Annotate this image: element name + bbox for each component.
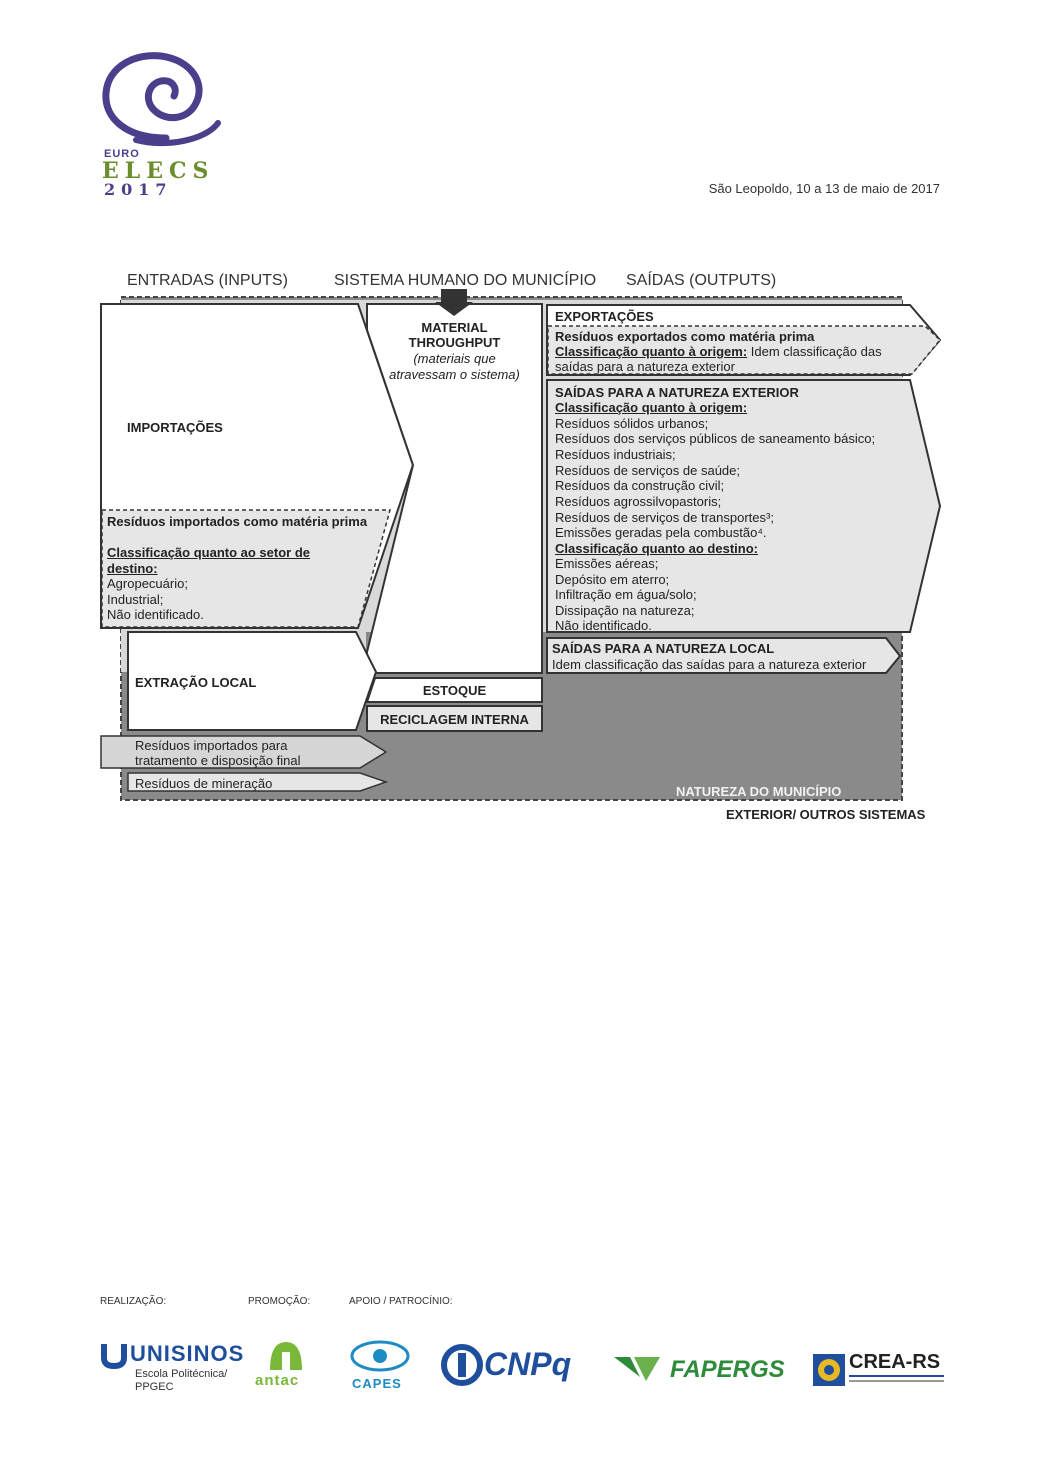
saidas-local-label: SAÍDAS PARA A NATUREZA LOCAL (552, 641, 775, 656)
antac-logo-icon (266, 1338, 306, 1372)
setor-item: Industrial; (107, 592, 164, 607)
cnpq-logo-icon (440, 1343, 484, 1387)
fapergs-logo-icon (612, 1355, 662, 1383)
crea-name: CREA-RS (849, 1351, 941, 1373)
realizacao-label: REALIZAÇÃO: (100, 1296, 167, 1307)
logo-elecs-text: ELECS (102, 158, 215, 184)
unisinos-name: UNISINOS (130, 1341, 245, 1366)
material-desc-1: (materiais que (413, 351, 496, 366)
origem-item: Resíduos agrossilvopastoris; (555, 494, 722, 509)
unisinos-sub-2: PPGEC (135, 1381, 174, 1393)
capes-name: CAPES (352, 1376, 402, 1391)
fapergs-name: FAPERGS (670, 1356, 785, 1383)
outputs-heading: SAÍDAS (OUTPUTS) (626, 272, 777, 289)
apoio-label: APOIO / PATROCÍNIO: (349, 1296, 453, 1307)
material-title-2: THROUGHPUT (408, 335, 501, 350)
capes-logo-icon (350, 1336, 410, 1376)
exp-class-line-2: saídas para a natureza exterior (555, 359, 735, 374)
estoque-label: ESTOQUE (422, 683, 487, 698)
importacoes-label: IMPORTAÇÕES (127, 420, 223, 435)
origem-item: Resíduos de serviços de saúde; (555, 463, 740, 478)
mining-waste-label: Resíduos de mineração (135, 776, 273, 791)
saidas-exterior-label: SAÍDAS PARA A NATUREZA EXTERIOR (555, 385, 799, 400)
destino-item: Emissões aéreas; (555, 556, 659, 571)
logo-year-text: 2017 (104, 180, 173, 199)
destino-item: Dissipação na natureza; (555, 603, 695, 618)
origem-item: Resíduos dos serviços públicos de saneamento básico; (555, 431, 876, 446)
unisinos-logo-icon (100, 1340, 130, 1370)
saidas-local-desc: Idem classificação das saídas para a natureza exterior (552, 657, 867, 672)
exp-class-rest: Idem classificação das (747, 344, 882, 359)
imported-raw-material-label: Resíduos importados como matéria prima (107, 514, 368, 529)
destino-heading: Classificação quanto ao destino: (555, 541, 758, 556)
setor-item: Agropecuário; (107, 576, 188, 591)
crea-divider-2 (849, 1380, 944, 1382)
origem-item: Resíduos sólidos urbanos; (555, 416, 709, 431)
origem-item: Resíduos da construção civil; (555, 478, 725, 493)
setor-destino-heading-2: destino: (107, 561, 158, 576)
origem-item: Emissões geradas pela combustão⁴. (555, 525, 767, 540)
unisinos-sub-1: Escola Politécnica/ (135, 1368, 228, 1380)
logo-euro-text: EURO (104, 148, 140, 160)
cnpq-name: CNPq (484, 1346, 572, 1382)
event-date: São Leopoldo, 10 a 13 de maio de 2017 (708, 181, 940, 196)
material-desc-2: atravessam o sistema) (389, 367, 520, 382)
exp-class-heading: Classificação quanto à origem: (555, 344, 748, 359)
exp-class-line (555, 344, 882, 360)
antac-name: antac (255, 1372, 300, 1389)
origem-item: Resíduos de serviços de transportes³; (555, 510, 774, 525)
system-heading: SISTEMA HUMANO DO MUNICÍPIO (334, 272, 597, 289)
destino-item: Infiltração em água/solo; (555, 587, 697, 602)
inputs-heading: ENTRADAS (INPUTS) (127, 272, 288, 289)
imported-treatment-label-1: Resíduos importados para (135, 738, 288, 753)
setor-destino-heading-1: Classificação quanto ao setor de (107, 545, 311, 560)
imported-treatment-label-2: tratamento e disposição final (135, 753, 301, 768)
exported-raw-material-label: Resíduos exportados como matéria prima (555, 329, 815, 344)
exterior-label: EXTERIOR/ OUTROS SISTEMAS (726, 807, 926, 822)
destino-item: Não identificado. (555, 618, 652, 633)
crea-seal-icon (812, 1353, 846, 1387)
origem-item: Resíduos industriais; (555, 447, 676, 462)
natureza-municipio-label: NATUREZA DO MUNICÍPIO (676, 784, 842, 799)
crea-divider (849, 1375, 944, 1377)
setor-item: Não identificado. (107, 607, 204, 622)
promocao-label: PROMOÇÃO: (248, 1296, 311, 1307)
origem-heading: Classificação quanto à origem: (555, 400, 748, 415)
exportacoes-label: EXPORTAÇÕES (555, 309, 654, 324)
destino-item: Depósito em aterro; (555, 572, 670, 587)
extracao-local-label: EXTRAÇÃO LOCAL (135, 675, 257, 690)
reciclagem-label: RECICLAGEM INTERNA (380, 712, 529, 727)
material-title-1: MATERIAL (421, 320, 488, 335)
